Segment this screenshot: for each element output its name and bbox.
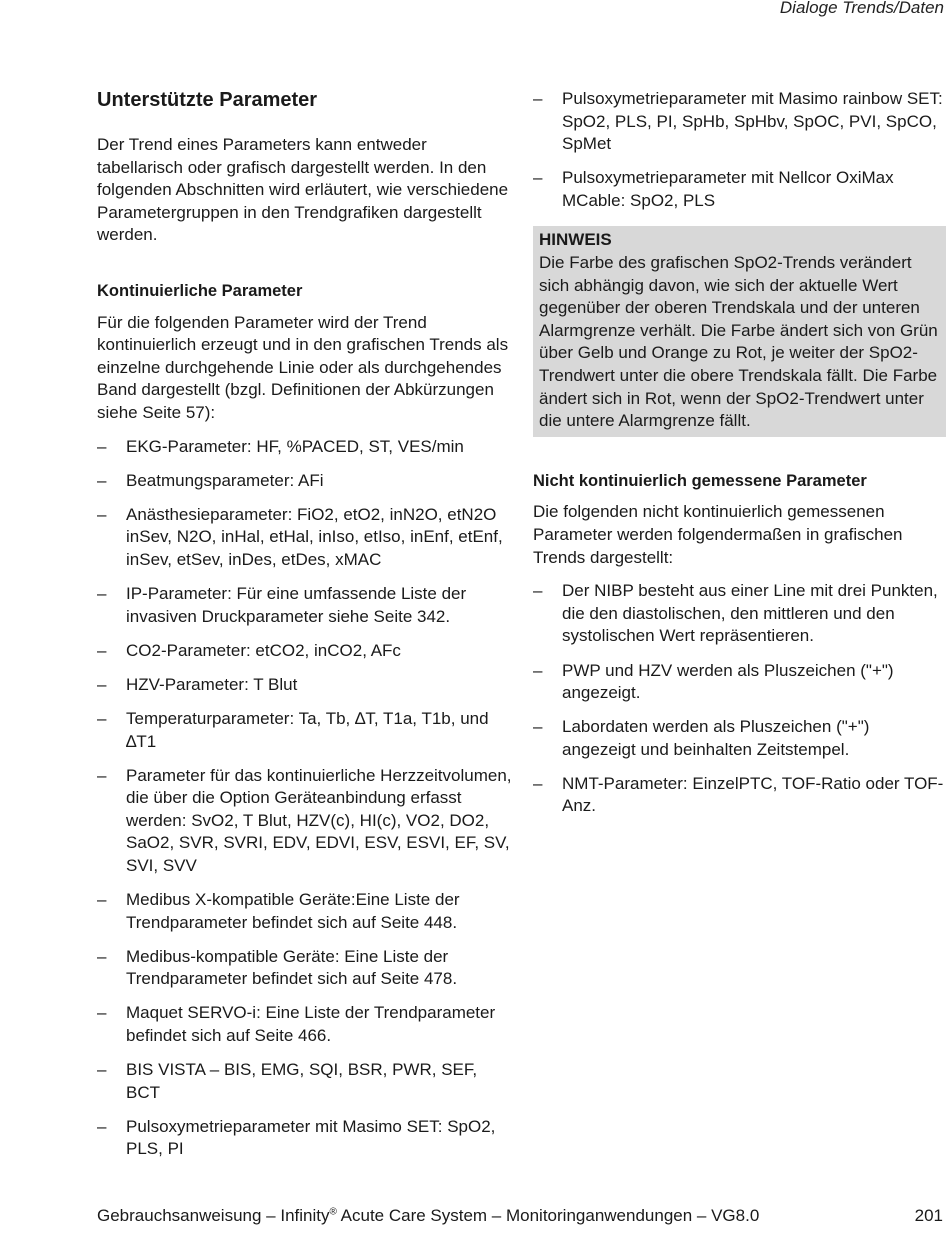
noncontinuous-paragraph: Die folgenden nicht kontinuierlich gemessenen Parameter werden folgendermaßen in grafischen Trends dargestellt: [533, 502, 903, 567]
subsection-title-continuous: Kontinuierliche Parameter [97, 281, 303, 300]
section-title: Unterstützte Parameter [97, 89, 318, 111]
running-header: Dialoge Trends/Daten [779, 0, 944, 17]
list-item: – Parameter für das kontinuierliche Herzzeitvolumen, die über die Option Geräteanbindung erfasst werden: SvO2, T Blut, HZV(c), HI(c), VO2, DO2, SaO2, SVR, SVRI, EDV, EDVI, ESV, ESVI, EF, SV, SVI, SVV [97, 765, 512, 878]
continuous-parameter-list [97, 436, 512, 1161]
continuous-paragraph: Für die folgenden Parameter wird der Trend kontinuierlich erzeugt und in den grafischen Trends als einzelne durchgehende Linie oder als durchgehendes Band dargestellt (bzgl. Definitionen der Abkürzungen siehe Seite 57): [97, 312, 509, 422]
note-text: Die Farbe des grafischen SpO2-Trends verändert sich abhängig davon, wie sich der aktuelle Wert gegenüber der oberen Trendskala und der unteren Alarmgrenze verhält. Die Farbe ändert sich von Grün über Gelb und Orange zu Rot, je weiter der SpO2-Trendwert unter die obere Trendskala fällt. Die Farbe ändert sich in Rot, wenn der SpO2-Trendwert unter die untere Alarmgrenze fällt. [539, 253, 938, 431]
pulse-oximetry-list [533, 88, 946, 212]
list-item: – Labordaten werden als Pluszeichen ("+") angezeigt und beinhalten Zeitstempel. [533, 716, 946, 761]
note-box [533, 226, 946, 436]
list-item: – Pulsoxymetrieparameter mit Nellcor OxiMax MCable: SpO2, PLS [533, 167, 946, 212]
list-item: – Pulsoxymetrieparameter mit Masimo rainbow SET: SpO2, PLS, PI, SpHb, SpHbv, SpOC, PVI, SpCO, SpMet [533, 88, 946, 156]
list-item: – NMT-Parameter: EinzelPTC, TOF-Ratio oder TOF-Anz. [533, 773, 946, 818]
note-title: HINWEIS [539, 230, 612, 250]
list-item: – Temperaturparameter: Ta, Tb, ∆T, T1a, T1b, und ∆T1 [97, 708, 512, 753]
left-column [97, 88, 512, 1173]
page-footer [97, 1206, 943, 1226]
list-item: – Medibus X-kompatible Geräte:Eine Liste der Trendparameter befindet sich auf Seite 448. [97, 889, 512, 934]
list-item: – Medibus-kompatible Geräte: Eine Liste der Trendparameter befindet sich auf Seite 478. [97, 946, 512, 991]
subsection-title-noncontinuous: Nicht kontinuierlich gemessene Parameter [533, 471, 867, 490]
list-item: – Maquet SERVO-i: Eine Liste der Trendparameter befindet sich auf Seite 466. [97, 1002, 512, 1047]
list-item: – EKG-Parameter: HF, %PACED, ST, VES/min [97, 436, 512, 459]
page-number: 201 [914, 1206, 943, 1225]
registered-mark: ® [329, 1206, 337, 1218]
list-item: – Pulsoxymetrieparameter mit Masimo SET: SpO2, PLS, PI [97, 1116, 512, 1161]
list-item: – Anästhesieparameter: FiO2, etO2, inN2O, etN2O inSev, N2O, inHal, etHal, inIso, etIso, inEnf, etEnf, inSev, etSev, inDes, etDes, xMAC [97, 504, 512, 572]
list-item: – IP-Parameter: Für eine umfassende Liste der invasiven Druckparameter siehe Seite 342. [97, 583, 512, 628]
list-item: – CO2-Parameter: etCO2, inCO2, AFc [97, 640, 512, 663]
footer-text-after: Acute Care System – Monitoringanwendungen – VG8.0 [336, 1206, 760, 1225]
right-column [533, 88, 946, 830]
list-item: – Der NIBP besteht aus einer Line mit drei Punkten, die den diastolischen, den mittleren und den systolischen Wert repräsentieren. [533, 580, 946, 648]
list-item: – BIS VISTA – BIS, EMG, SQI, BSR, PWR, SEF, BCT [97, 1059, 512, 1104]
noncontinuous-parameter-list [533, 580, 946, 818]
intro-paragraph: Der Trend eines Parameters kann entweder tabellarisch oder grafisch dargestellt werden. In den folgenden Abschnitten wird erläutert, wie verschiedene Parametergruppen in den Trendgrafiken dargestellt werden. [97, 135, 509, 245]
footer-text-before: Gebrauchsanweisung – Infinity [97, 1206, 330, 1225]
list-item: – Beatmungsparameter: AFi [97, 470, 512, 493]
list-item: – PWP und HZV werden als Pluszeichen ("+") angezeigt. [533, 660, 946, 705]
list-item: – HZV-Parameter: T Blut [97, 674, 512, 697]
